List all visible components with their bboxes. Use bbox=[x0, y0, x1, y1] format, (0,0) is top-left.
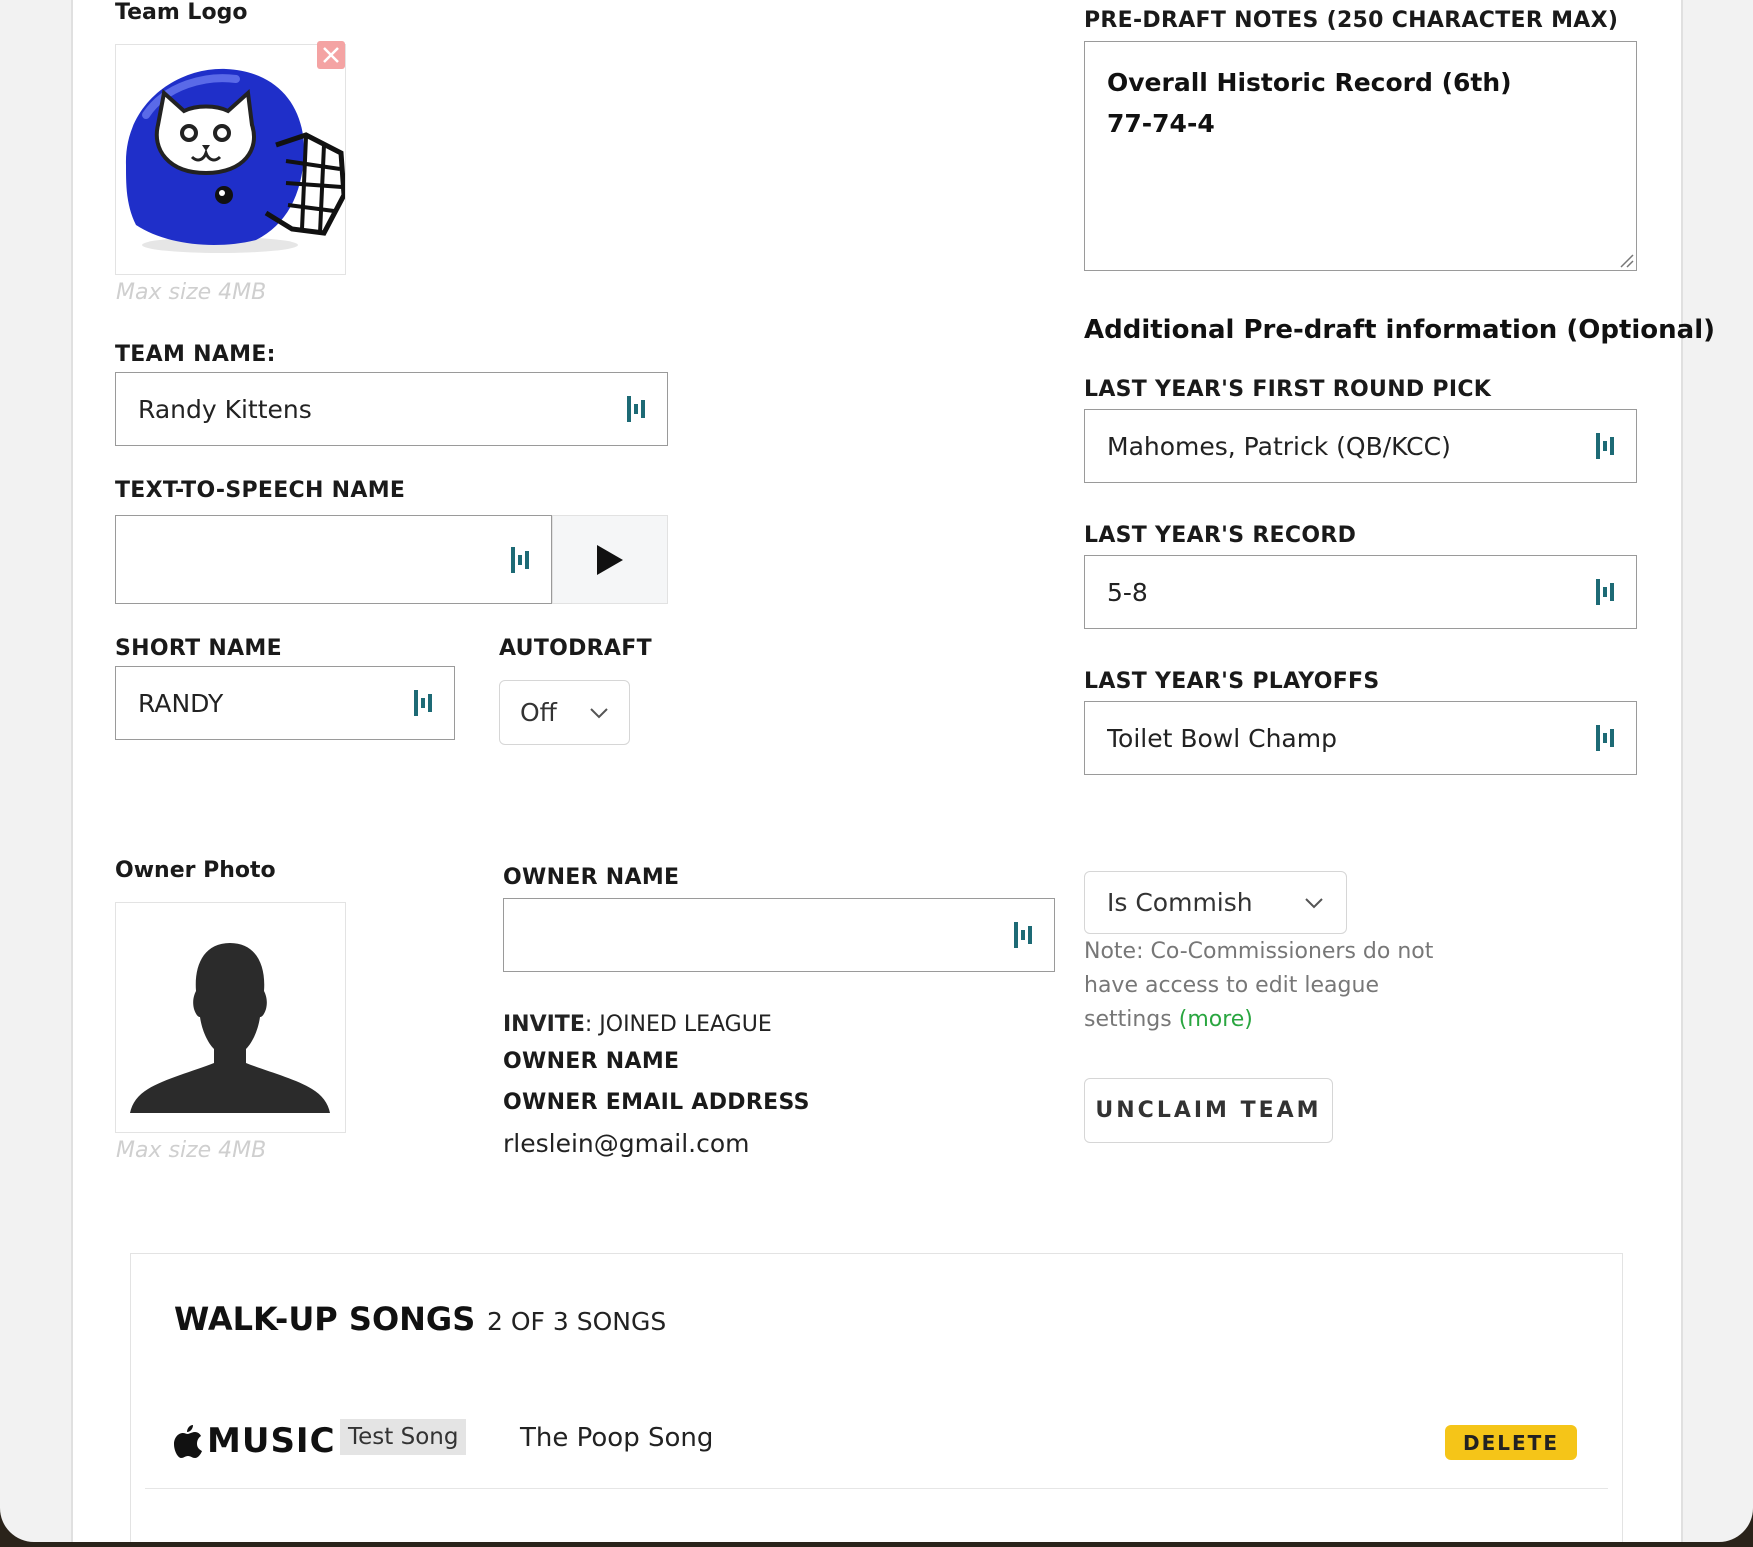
owner-photo-hint: Max size 4MB bbox=[116, 1138, 267, 1163]
team-logo-upload[interactable] bbox=[115, 44, 346, 275]
record-value: 5-8 bbox=[1107, 577, 1148, 607]
invite-status-value: : JOINED LEAGUE bbox=[584, 1012, 772, 1037]
short-name-label: SHORT NAME bbox=[115, 636, 282, 661]
password-manager-icon[interactable] bbox=[511, 547, 529, 573]
autodraft-label: AUTODRAFT bbox=[499, 636, 652, 661]
predraft-notes-textarea[interactable] bbox=[1084, 41, 1637, 271]
owner-email-value: rleslein@gmail.com bbox=[503, 1129, 750, 1158]
record-label: LAST YEAR'S RECORD bbox=[1084, 523, 1357, 548]
record-input[interactable] bbox=[1084, 555, 1637, 629]
predraft-notes-line-1: Overall Historic Record (6th) bbox=[1107, 68, 1512, 97]
team-name-value: Randy Kittens bbox=[138, 394, 312, 424]
song-row bbox=[145, 1395, 1608, 1489]
autodraft-select[interactable] bbox=[499, 680, 630, 745]
person-silhouette-icon bbox=[116, 903, 345, 1132]
playoffs-label: LAST YEAR'S PLAYOFFS bbox=[1084, 669, 1380, 694]
first-round-pick-label: LAST YEAR'S FIRST ROUND PICK bbox=[1084, 377, 1492, 402]
password-manager-icon[interactable] bbox=[1596, 725, 1614, 751]
team-logo-hint: Max size 4MB bbox=[116, 280, 267, 305]
commish-value: Is Commish bbox=[1107, 888, 1253, 917]
invite-status bbox=[503, 1012, 772, 1037]
commish-note-line-3: settings bbox=[1084, 1007, 1172, 1032]
short-name-input[interactable] bbox=[115, 666, 455, 740]
short-name-value: RANDY bbox=[138, 688, 224, 718]
resize-handle-icon[interactable] bbox=[1618, 252, 1634, 268]
owner-photo-label: Owner Photo bbox=[115, 858, 276, 883]
unclaim-team-button[interactable]: UNCLAIM TEAM bbox=[1084, 1078, 1333, 1143]
tts-name-input[interactable] bbox=[115, 515, 552, 604]
play-icon bbox=[595, 544, 625, 576]
password-manager-icon[interactable] bbox=[1596, 433, 1614, 459]
chevron-down-icon bbox=[589, 707, 609, 719]
first-round-pick-input[interactable] bbox=[1084, 409, 1637, 483]
remove-logo-button[interactable] bbox=[317, 41, 345, 69]
team-name-input[interactable] bbox=[115, 372, 668, 446]
close-icon bbox=[322, 46, 340, 64]
commish-note-line-1: Note: Co-Commissioners do not bbox=[1084, 939, 1434, 964]
song-title: The Poop Song bbox=[520, 1423, 714, 1453]
first-round-pick-value: Mahomes, Patrick (QB/KCC) bbox=[1107, 431, 1451, 461]
provider-name: MUSIC bbox=[207, 1421, 336, 1461]
delete-song-button[interactable]: DELETE bbox=[1445, 1425, 1577, 1460]
invite-owner-name-label: OWNER NAME bbox=[503, 1049, 680, 1074]
tts-name-label: TEXT-TO-SPEECH NAME bbox=[115, 478, 406, 503]
apple-music-logo bbox=[173, 1421, 336, 1461]
password-manager-icon[interactable] bbox=[414, 690, 432, 716]
owner-email-label: OWNER EMAIL ADDRESS bbox=[503, 1090, 810, 1115]
predraft-notes-label: PRE-DRAFT NOTES (250 CHARACTER MAX) bbox=[1084, 8, 1619, 33]
team-name-label: TEAM NAME: bbox=[115, 342, 276, 367]
chevron-down-icon bbox=[1304, 897, 1324, 909]
password-manager-icon[interactable] bbox=[1014, 922, 1032, 948]
tts-play-button[interactable] bbox=[552, 515, 668, 604]
playoffs-input[interactable] bbox=[1084, 701, 1637, 775]
predraft-notes-line-2: 77-74-4 bbox=[1107, 109, 1215, 138]
commish-note-line-2: have access to edit league bbox=[1084, 973, 1379, 998]
owner-photo-upload[interactable] bbox=[115, 902, 346, 1133]
owner-name-input[interactable] bbox=[503, 898, 1055, 972]
password-manager-icon[interactable] bbox=[1596, 579, 1614, 605]
song-tag: Test Song bbox=[340, 1419, 466, 1455]
apple-icon bbox=[173, 1423, 203, 1459]
additional-info-heading: Additional Pre-draft information (Optional) bbox=[1084, 315, 1716, 345]
helmet-logo-image bbox=[116, 45, 345, 274]
more-link[interactable]: (more) bbox=[1178, 1007, 1253, 1032]
password-manager-icon[interactable] bbox=[627, 396, 645, 422]
walkup-songs-title: WALK-UP SONGS bbox=[174, 1300, 476, 1338]
team-logo-label: Team Logo bbox=[115, 0, 248, 25]
autodraft-value: Off bbox=[520, 698, 557, 727]
owner-name-label: OWNER NAME bbox=[503, 865, 680, 890]
walkup-songs-count: 2 OF 3 SONGS bbox=[487, 1307, 667, 1336]
playoffs-value: Toilet Bowl Champ bbox=[1107, 723, 1337, 753]
commish-note bbox=[1084, 935, 1464, 1037]
commish-select[interactable] bbox=[1084, 871, 1347, 934]
invite-label: INVITE bbox=[503, 1012, 585, 1037]
